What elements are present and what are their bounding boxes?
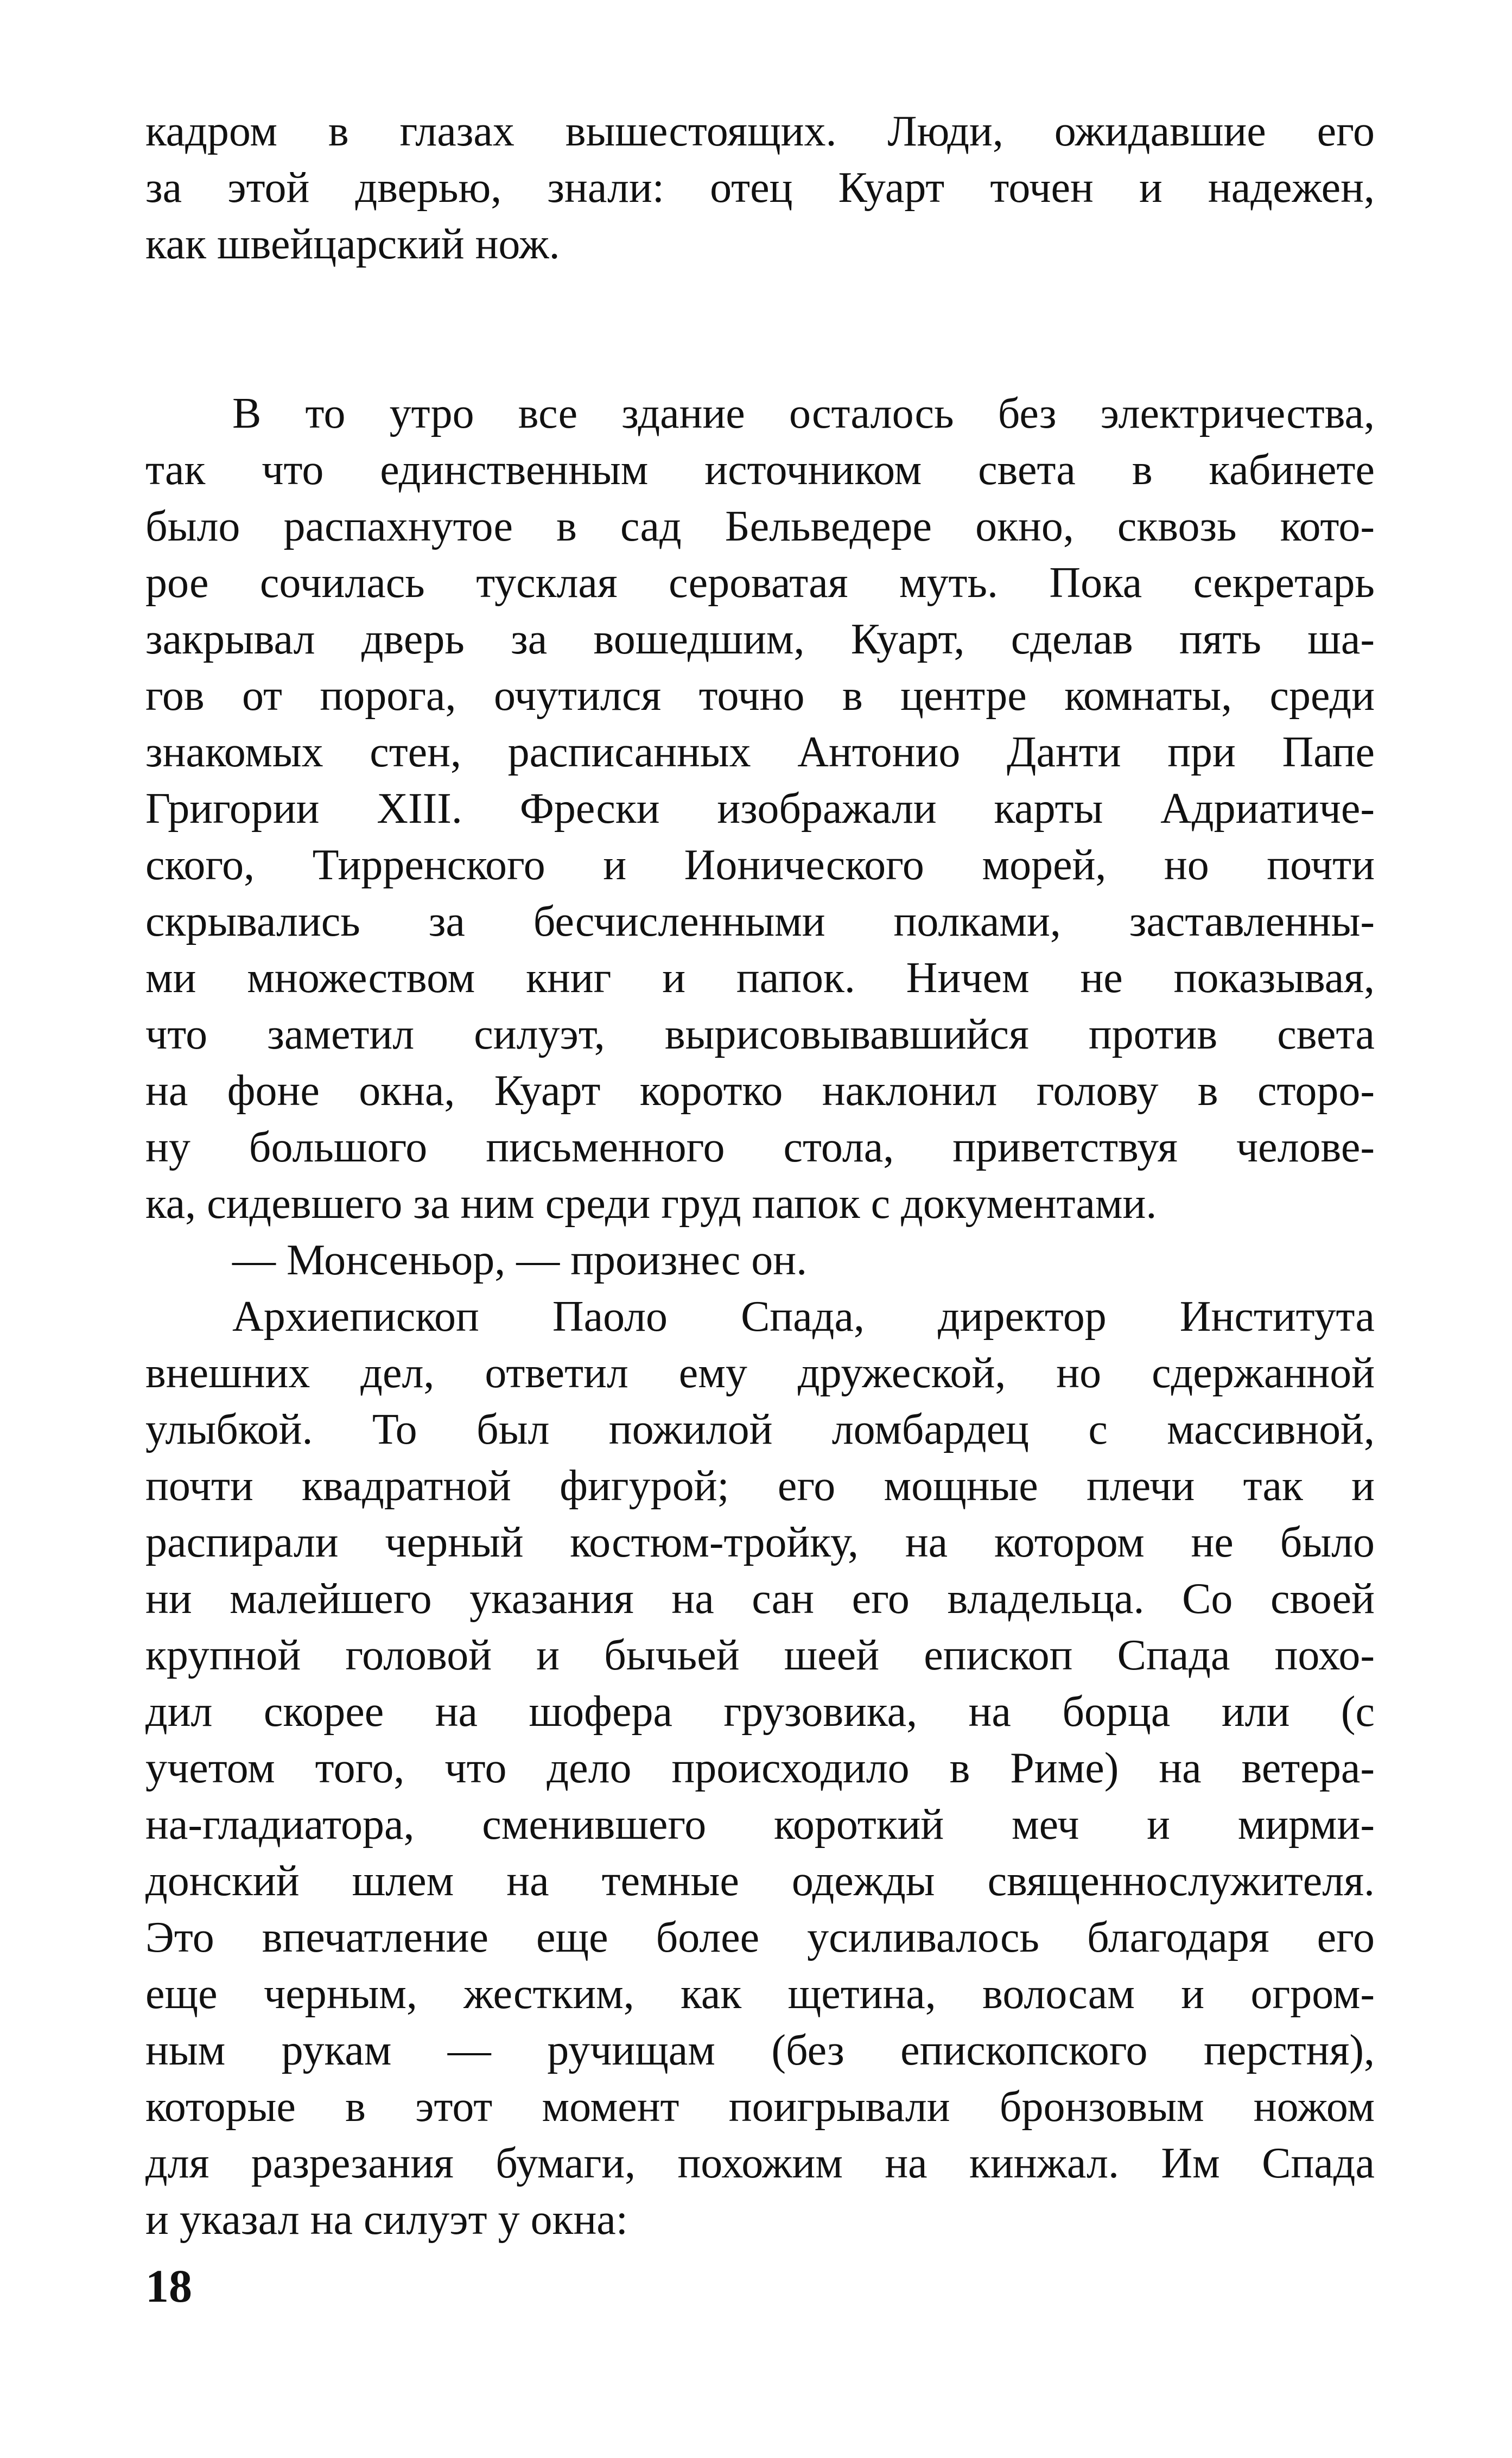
text-line: кадром в глазах вышестоящих. Люди, ожидавшие его [145,107,1375,155]
text-line: так что единственным источником света в кабинете [145,446,1375,494]
text-line: закрывал дверь за вошедшим, Куарт, сделав пять ша- [145,615,1375,663]
section-break [145,272,1375,385]
text-line: знакомых стен, расписанных Антонио Данти при Папе [145,728,1375,776]
paragraph-archbishop-description [145,1288,1375,2248]
paragraph-office-description [145,385,1375,1232]
text-line: Это впечатление еще более усиливалось благодаря его [145,1914,1375,1961]
paragraph-dialogue [145,1232,1375,1288]
text-line: дил скорее на шофера грузовика, на борца или (с [145,1688,1375,1736]
text-line: ми множеством книг и папок. Ничем не показывая, [145,954,1375,1002]
text-line: скрывались за бесчисленными полками, заставленны- [145,898,1375,945]
text-line: Архиепископ Паоло Спада, директор Института [232,1293,1375,1341]
dialogue-line: — Монсеньор, — произнес он. [232,1236,808,1284]
text-line: ского, Тирренского и Ионического морей, но почти [145,841,1375,889]
text-line: и указал на силуэт у окна: [145,2196,628,2244]
text-line: что заметил силуэт, вырисовывавшийся против света [145,1011,1375,1058]
text-line: донский шлем на темные одежды священнослужителя. [145,1857,1375,1905]
text-line: рое сочилась тусклая сероватая муть. Пока секретарь [145,559,1375,607]
page-number: 18 [145,2260,192,2312]
text-line: за этой дверью, знали: отец Куарт точен и надежен, [145,164,1375,212]
book-page-text [145,103,1375,2248]
text-line: ным рукам — ручищам (без епископского перстня), [145,2027,1375,2074]
text-line: было распахнутое в сад Бельведере окно, сквозь кото- [145,503,1375,550]
text-line: которые в этот момент поигрывали бронзовым ножом [145,2083,1375,2131]
text-line: гов от порога, очутился точно в центре комнаты, среди [145,672,1375,720]
text-line: почти квадратной фигурой; его мощные плечи так и [145,1462,1375,1510]
text-line: для разрезания бумаги, похожим на кинжал. Им Спада [145,2139,1375,2187]
text-line: ка, сидевшего за ним среди груд папок с документами. [145,1180,1157,1228]
text-line: на-гладиатора, сменившего короткий меч и мирми- [145,1801,1375,1849]
text-line: на фоне окна, Куарт коротко наклонил голову в сторо- [145,1067,1375,1115]
text-line: ну большого письменного стола, приветствуя челове- [145,1123,1375,1171]
text-line: В то утро все здание осталось без электричества, [232,390,1375,437]
text-line: улыбкой. То был пожилой ломбардец с массивной, [145,1406,1375,1453]
text-line: еще черным, жестким, как щетина, волосам и огром- [145,1970,1375,2018]
paragraph-continuation [145,103,1375,272]
text-line: внешних дел, ответил ему дружеской, но сдержанной [145,1349,1375,1397]
text-line: крупной головой и бычьей шеей епископ Спада похо- [145,1631,1375,1679]
text-line: учетом того, что дело происходило в Риме) на ветера- [145,1744,1375,1792]
text-line: распирали черный костюм-тройку, на котором не было [145,1519,1375,1566]
text-line: ни малейшего указания на сан его владельца. Со своей [145,1575,1375,1623]
text-line: Григории XIII. Фрески изображали карты Адриатиче- [145,785,1375,833]
text-line: как швейцарский нож. [145,220,560,268]
